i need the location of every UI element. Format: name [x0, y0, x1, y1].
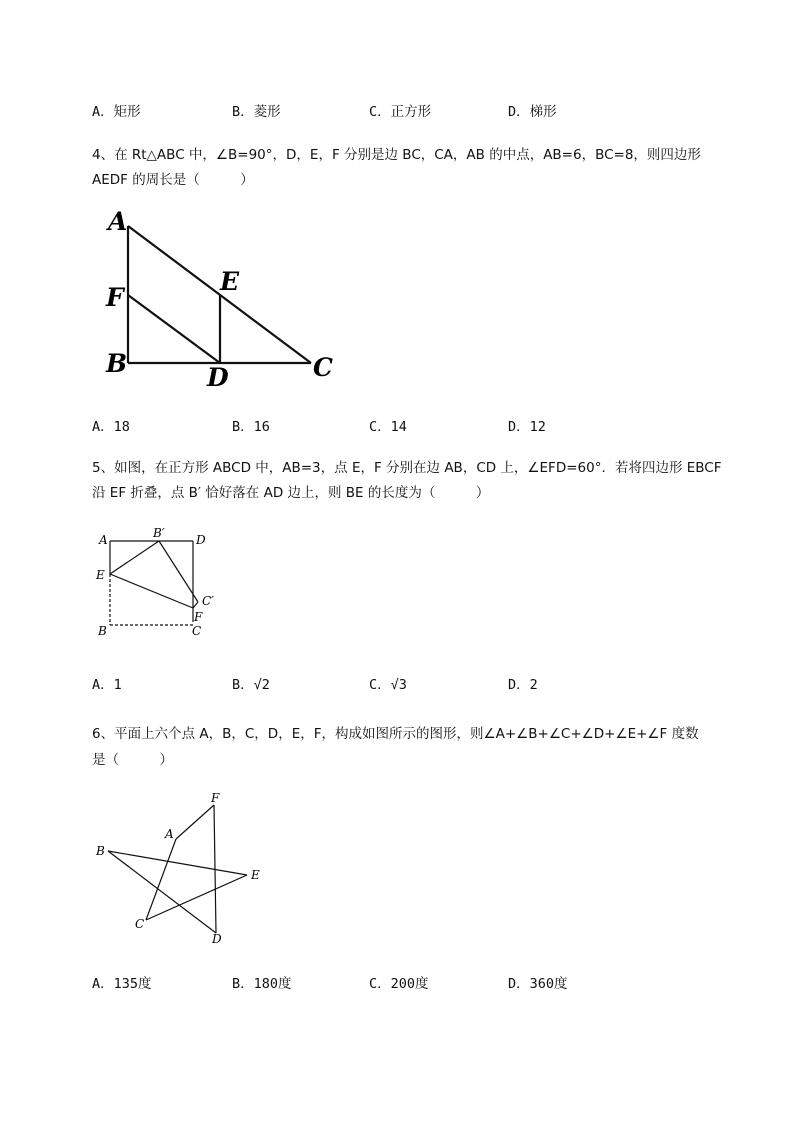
q6-stem-line1: 6、平面上六个点 A，B，C，D，E，F，构成如图所示的图形，则∠A+∠B+∠C+∠D+∠E+∠F 度数: [92, 726, 699, 742]
q6-label-c: C: [135, 917, 145, 931]
q5-label-a: A: [99, 533, 108, 547]
q6-stem-line2: 是（ ）: [92, 752, 173, 768]
q5-figure: [90, 522, 230, 647]
q3-option-b: B．菱形: [232, 104, 281, 120]
q4-label-b: B: [106, 349, 128, 378]
q6-option-d: D．360度: [508, 976, 568, 992]
q5-stem-line1: 5、如图，在正方形 ABCD 中，AB=3，点 E，F 分别在边 AB，CD 上，∠EFD=60°．若将四边形 EBCF: [92, 460, 722, 476]
q6-option-a: A．135度: [92, 976, 152, 992]
q4-label-c: C: [313, 353, 333, 382]
q4-option-b: B．16: [232, 419, 270, 435]
q5-option-a: A．1: [92, 677, 122, 693]
q6-figure: [90, 787, 280, 952]
q3-option-a: A．矩形: [92, 104, 141, 120]
q4-figure: [100, 200, 350, 395]
q5-label-d: D: [196, 533, 206, 547]
q4-option-a: A．18: [92, 419, 130, 435]
q4-option-d: D．12: [508, 419, 546, 435]
q3-option-d: D．梯形: [508, 104, 557, 120]
q6-option-b: B．180度: [232, 976, 292, 992]
q4-option-c: C．14: [369, 419, 407, 435]
q6-label-f: F: [211, 791, 220, 805]
q6-label-a: A: [165, 827, 174, 841]
q5-option-d: D．2: [508, 677, 538, 693]
q4-label-d: D: [207, 363, 229, 392]
q4-label-e: E: [220, 267, 240, 296]
q6-option-c: C．200度: [369, 976, 429, 992]
q4-label-a: A: [108, 207, 128, 236]
q6-label-d: D: [212, 932, 222, 946]
q5-label-b: B: [98, 624, 107, 638]
q5-label-c-prime: C′: [202, 594, 214, 608]
q5-label-f: F: [194, 610, 203, 624]
q5-label-e: E: [96, 568, 105, 582]
q5-label-c: C: [192, 624, 202, 638]
q6-label-e: E: [251, 868, 260, 882]
q6-label-b: B: [96, 844, 105, 858]
q5-label-b-prime: B′: [153, 526, 165, 540]
q4-label-f: F: [106, 283, 124, 312]
q4-stem-line1: 4、在 Rt△ABC 中，∠B=90°，D，E，F 分别是边 BC，CA，AB 的中点，AB=6，BC=8，则四边形: [92, 147, 701, 163]
q5-option-b: B．√2: [232, 677, 270, 693]
q5-stem-line2: 沿 EF 折叠，点 B′ 恰好落在 AD 边上，则 BE 的长度为（ ）: [92, 485, 490, 501]
q3-option-c: C．正方形: [369, 104, 432, 120]
q4-stem-line2: AEDF 的周长是（ ）: [92, 172, 254, 188]
q5-option-c: C．√3: [369, 677, 407, 693]
